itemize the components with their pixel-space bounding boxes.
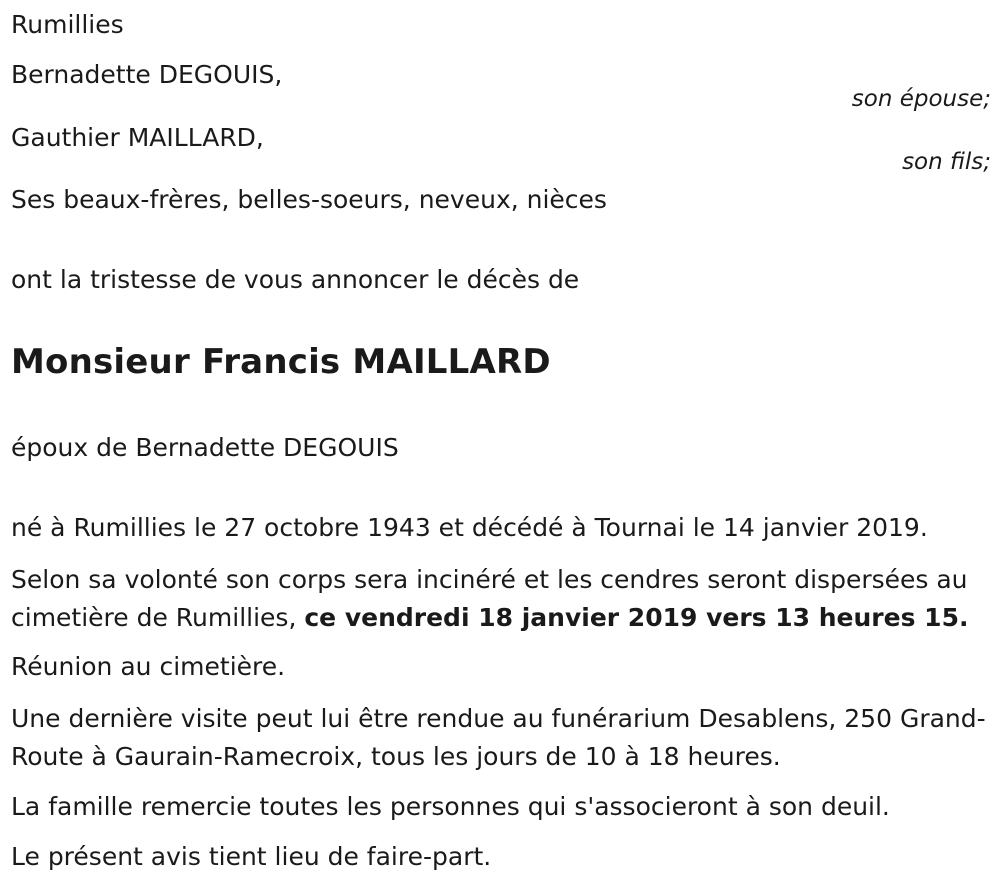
spouse-line: époux de Bernadette DEGOUIS (11, 433, 399, 462)
family-member-role: son fils; (902, 149, 991, 175)
ceremony-datetime: ce vendredi 18 janvier 2019 vers 13 heures 15. (304, 603, 969, 632)
announcement-intro: ont la tristesse de vous annoncer le décès de (11, 265, 580, 294)
thanks-line: La famille remercie toutes les personnes qui s'associeront à son deuil. (11, 792, 890, 821)
town-name: Rumillies (11, 10, 124, 39)
birth-death-info: né à Rumillies le 27 octobre 1943 et décédé à Tournai le 14 janvier 2019. (11, 513, 928, 542)
meeting-info: Réunion au cimetière. (11, 652, 286, 681)
visit-info: Une dernière visite peut lui être rendue au funérarium Desablens, 250 Grand-Route à Gaurain-Ramecroix, tous les jours de 10 à 18 heures. (11, 704, 986, 771)
extended-family: Ses beaux-frères, belles-soeurs, neveux, nièces (11, 185, 607, 214)
ceremony-text: Selon sa volonté son corps sera incinéré et les cendres seront dispersées au cimetière de Rumillies, (11, 565, 968, 632)
family-member-name: Bernadette DEGOUIS, (11, 60, 283, 89)
ceremony-paragraph (11, 561, 996, 637)
family-member-name: Gauthier MAILLARD, (11, 123, 264, 152)
family-member-role: son épouse; (851, 86, 991, 112)
deceased-name: Monsieur Francis MAILLARD (11, 342, 551, 382)
notice-line: Le présent avis tient lieu de faire-part. (11, 842, 492, 871)
obituary-notice (11, 0, 991, 892)
